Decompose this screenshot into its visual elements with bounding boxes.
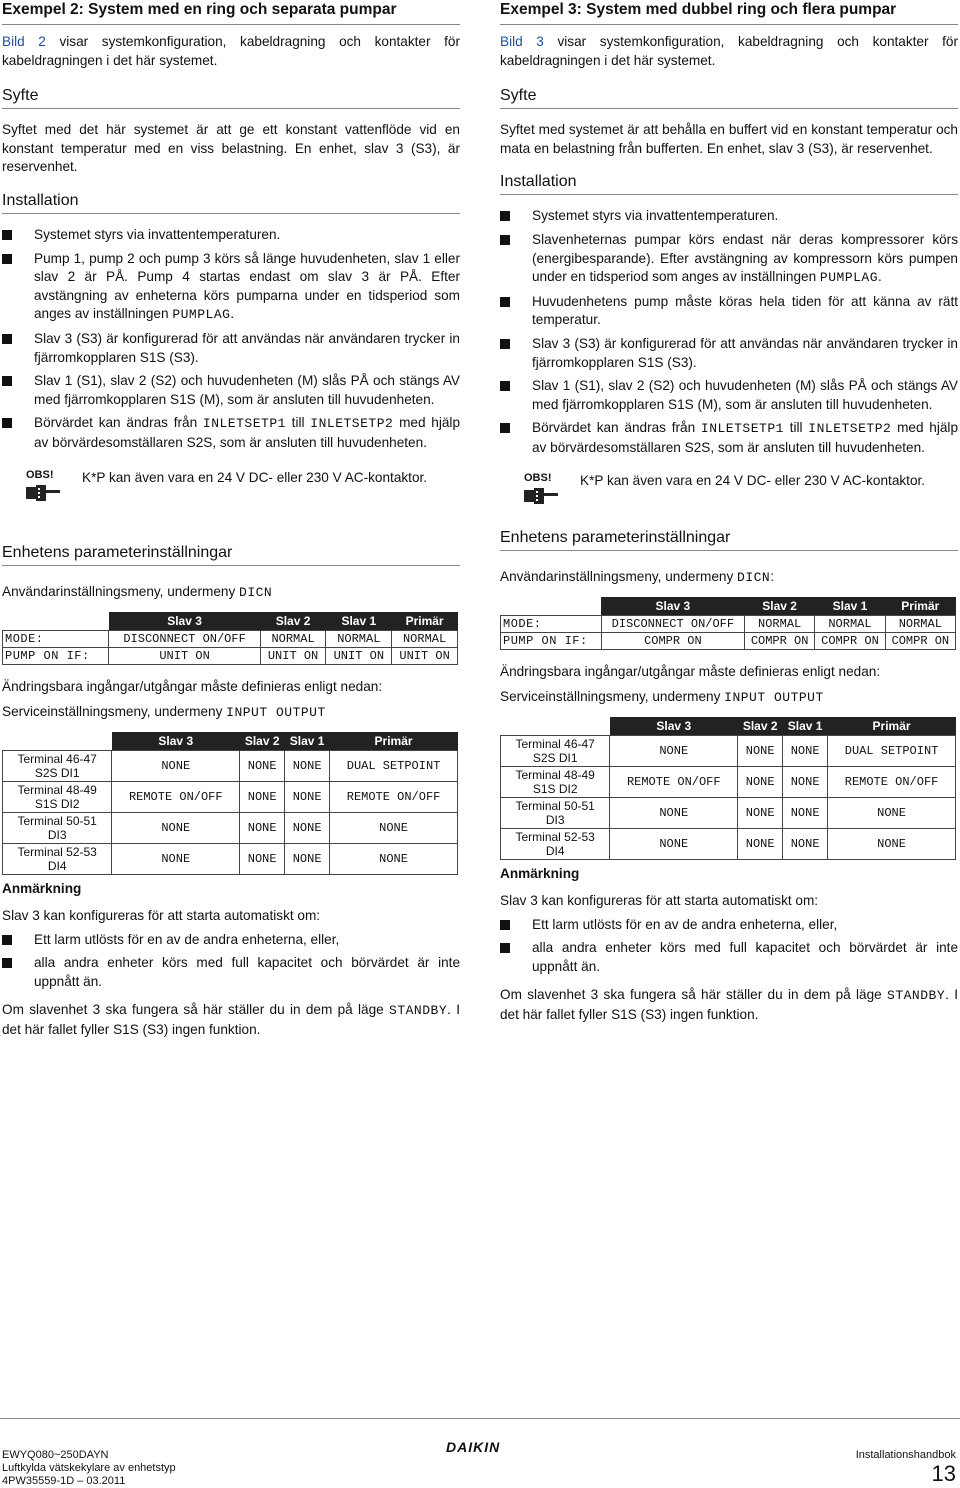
list-item: Slav 1 (S1), slav 2 (S2) och huvudenheten (M) slås PÅ och stängs AV med fjärromkopplaren S1S (M), som är ansluten till huvudenheten. <box>500 377 958 414</box>
table-row: Terminal 48-49 S1S DI2 REMOTE ON/OFF NONE NONE REMOTE ON/OFF <box>3 781 458 812</box>
right-column <box>500 0 958 1024</box>
io-table: Slav 3 Slav 2 Slav 1 Primär Terminal 46-47 S2S DI1 NONE NONE NONE DUAL SETPOINT Terminal 48-49 S1S DI2 REMOTE ON/OFF NONE NONE REMOTE ON/OFF Terminal 50-51 DI3 NONE NONE NONE NONE Terminal 52-53 DI4 NONE NONE NONE NONE <box>2 732 458 875</box>
example2-title: Exempel 2: System med en ring och separata pumpar <box>2 0 460 25</box>
list-item: Börvärdet kan ändras från INLETSETP1 till INLETSETP2 med hjälp av börvärdesomställaren S2S, som är ansluten till huvudenheten. <box>2 414 460 452</box>
model-name: EWYQ080~250DAYN <box>2 1449 109 1461</box>
note-heading: Anmärkning <box>2 880 82 896</box>
menu2-text: Serviceinställningsmeny, undermeny INPUT OUTPUT <box>2 703 326 720</box>
installation-list <box>500 207 958 457</box>
list-item: Ett larm utlösts för en av de andra enheterna, eller, <box>500 916 958 935</box>
list-item: Slav 3 (S3) är konfigurerad för att användas när användaren trycker in fjärromkopplaren S1S (S3). <box>500 335 958 372</box>
syfte-heading: Syfte <box>500 86 958 109</box>
daikin-logo: DAIKIN <box>446 1439 501 1455</box>
installation-heading: Installation <box>2 191 460 214</box>
note-heading: Anmärkning <box>500 865 580 881</box>
user-settings-table: Slav 3 Slav 2 Slav 1 Primär MODE: DISCONNECT ON/OFF NORMAL NORMAL NORMAL PUMP ON IF: UNIT ON UNIT ON UNIT ON UNIT ON <box>2 612 458 665</box>
list-item: alla andra enheter körs med full kapacitet och börvärdet är inte uppnått än. <box>500 939 958 976</box>
list-item: Systemet styrs via invattentemperaturen. <box>500 207 958 226</box>
note-text: Slav 3 kan konfigureras för att starta automatiskt om: <box>500 892 819 908</box>
menu1-text: Användarinställningsmeny, undermeny DICN: <box>500 568 775 585</box>
menu2-text: Serviceinställningsmeny, undermeny INPUT OUTPUT <box>500 688 824 705</box>
table-row: MODE: DISCONNECT ON/OFF NORMAL NORMAL NORMAL <box>501 615 956 632</box>
syfte-text: Syftet med systemet är att behålla en buffert vid en konstant temperatur och mata en belastning från bufferten. En enhet, slav 3 (S3), är reservenhet. <box>500 122 958 156</box>
param-heading: Enhetens parameterinställningar <box>2 543 460 566</box>
final-text: Om slavenhet 3 ska fungera så här ställer du in dem på läge STANDBY. I det här fallet fyller S1S (S3) ingen funktion. <box>2 1002 460 1037</box>
pointing-hand-icon: OBS! <box>2 469 82 509</box>
example2-intro: Bild 2 visar systemkonfiguration, kabeldragning och kontakter för kabeldragningen i det här systemet. <box>2 34 460 68</box>
list-item: Börvärdet kan ändras från INLETSETP1 till INLETSETP2 med hjälp av börvärdesomställaren S2S, som är ansluten till huvudenheten. <box>500 419 958 457</box>
syfte-heading: Syfte <box>2 86 460 109</box>
obs-text: K*P kan även vara en 24 V DC- eller 230 V AC-kontaktor. <box>580 472 926 488</box>
list-item: Ett larm utlösts för en av de andra enheterna, eller, <box>2 931 460 950</box>
user-settings-table: Slav 3 Slav 2 Slav 1 Primär MODE: DISCONNECT ON/OFF NORMAL NORMAL NORMAL PUMP ON IF: COMPR ON COMPR ON COMPR ON COMPR ON <box>500 597 956 650</box>
table-row: Terminal 50-51 DI3 NONE NONE NONE NONE <box>3 812 458 843</box>
example3-title: Exempel 3: System med dubbel ring och flera pumpar <box>500 0 958 25</box>
note-list <box>500 916 958 977</box>
list-item: Systemet styrs via invattentemperaturen. <box>2 226 460 245</box>
syfte-text: Syftet med det här systemet är att ge ett konstant vattenflöde vid en konstant temperatur med en viss belastning. En enhet, slav 3 (S3), är reservenhet. <box>2 122 460 175</box>
left-column <box>2 0 460 1039</box>
installation-list <box>2 226 460 453</box>
table-row: Terminal 46-47 S2S DI1 NONE NONE NONE DUAL SETPOINT <box>501 735 956 766</box>
menu1-text: Användarinställningsmeny, undermeny DICN <box>2 583 273 600</box>
table-row: Terminal 48-49 S1S DI2 REMOTE ON/OFF NONE NONE REMOTE ON/OFF <box>501 766 956 797</box>
table-row: PUMP ON IF: COMPR ON COMPR ON COMPR ON COMPR ON <box>501 632 956 649</box>
example3-intro: Bild 3 visar systemkonfiguration, kabeldragning och kontakter för kabeldragningen i det här systemet. <box>500 34 958 68</box>
table-row: Terminal 50-51 DI3 NONE NONE NONE NONE <box>501 797 956 828</box>
table-row: MODE: DISCONNECT ON/OFF NORMAL NORMAL NORMAL <box>3 630 458 647</box>
table-row: Terminal 46-47 S2S DI1 NONE NONE NONE DUAL SETPOINT <box>3 750 458 781</box>
note-text: Slav 3 kan konfigureras för att starta automatiskt om: <box>2 907 321 923</box>
obs-note <box>500 472 958 512</box>
final-text: Om slavenhet 3 ska fungera så här ställer du in dem på läge STANDBY. I det här fallet fyller S1S (S3) ingen funktion. <box>500 987 958 1022</box>
obs-note <box>2 469 460 509</box>
list-item: Huvudenhetens pump måste köras hela tiden för att känna av rätt temperatur. <box>500 293 958 330</box>
figure-link[interactable]: Bild 3 <box>500 34 544 49</box>
table-row: Terminal 52-53 DI4 NONE NONE NONE NONE <box>501 828 956 859</box>
table-row: Terminal 52-53 DI4 NONE NONE NONE NONE <box>3 843 458 874</box>
product-desc: Luftkylda vätskekylare av enhetstyp <box>2 1462 176 1474</box>
list-item: Slavenheternas pumpar körs endast när deras kompressorer körs (energibesparande). Efter avstängning av kompressorn körs pumpen under en tidsperiod som anges av inställningen PUMPLAG. <box>500 231 958 288</box>
manual-title: Installationshandbok <box>855 1449 956 1461</box>
list-item: Pump 1, pump 2 och pump 3 körs så länge huvudenheten, slav 1 eller slav 2 är PÅ. Pump 4 startas endast om slav 3 är PÅ. Efter avstängning av enheterna körs pumparna under en tidsperiod som anges av inställningen PUMPLAG. <box>2 250 460 325</box>
io-text: Ändringsbara ingångar/utgångar måste definieras enligt nedan: <box>2 678 383 694</box>
list-item: Slav 1 (S1), slav 2 (S2) och huvudenheten (M) slås PÅ och stängs AV med fjärromkopplaren S1S (M), som är ansluten till huvudenheten. <box>2 372 460 409</box>
figure-link[interactable]: Bild 2 <box>2 34 46 49</box>
io-table: Slav 3 Slav 2 Slav 1 Primär Terminal 46-47 S2S DI1 NONE NONE NONE DUAL SETPOINT Terminal 48-49 S1S DI2 REMOTE ON/OFF NONE NONE REMOTE ON/OFF Terminal 50-51 DI3 NONE NONE NONE NONE Terminal 52-53 DI4 NONE NONE NONE NONE <box>500 717 956 860</box>
page-footer <box>0 1418 960 1486</box>
page-number: 13 <box>931 1461 956 1486</box>
list-item: alla andra enheter körs med full kapacitet och börvärdet är inte uppnått än. <box>2 954 460 991</box>
io-text: Ändringsbara ingångar/utgångar måste definieras enligt nedan: <box>500 663 881 679</box>
footer-info <box>2 1449 176 1488</box>
obs-text: K*P kan även vara en 24 V DC- eller 230 V AC-kontaktor. <box>82 469 428 485</box>
installation-heading: Installation <box>500 172 958 195</box>
doc-number: 4PW35559-1D – 03.2011 <box>2 1475 126 1487</box>
pointing-hand-icon: OBS! <box>500 472 580 512</box>
note-list <box>2 931 460 992</box>
list-item: Slav 3 (S3) är konfigurerad för att användas när användaren trycker in fjärromkopplaren S1S (S3). <box>2 330 460 367</box>
param-heading: Enhetens parameterinställningar <box>500 528 958 551</box>
table-row: PUMP ON IF: UNIT ON UNIT ON UNIT ON UNIT ON <box>3 647 458 664</box>
